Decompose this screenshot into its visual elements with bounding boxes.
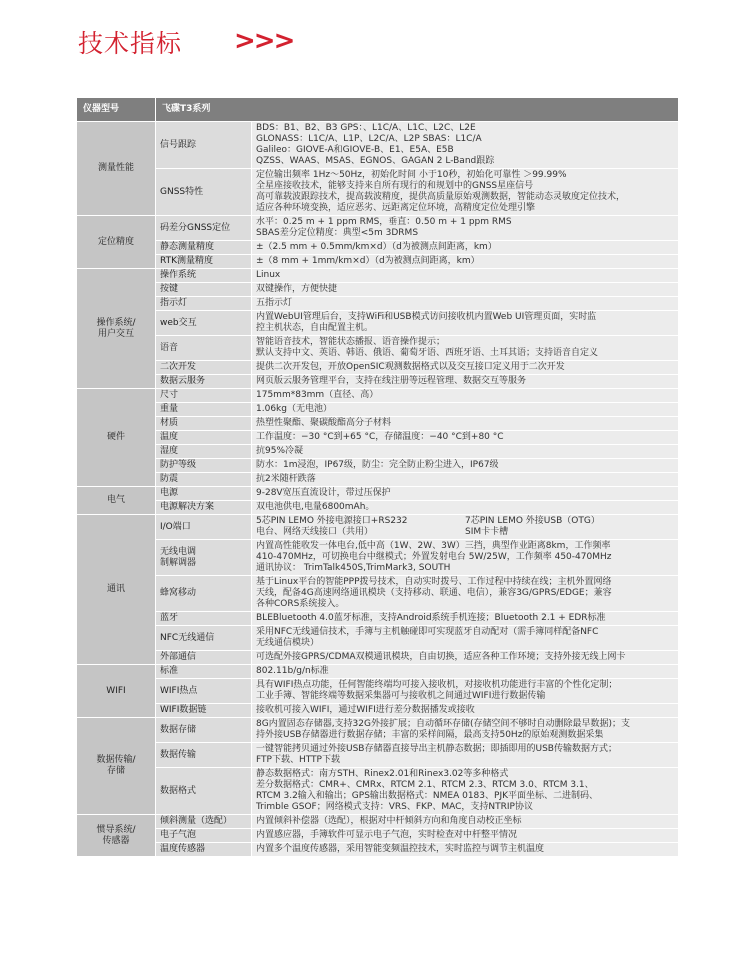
item-value-cell xyxy=(252,515,679,540)
value-line: 控主机状态，自由配置主机。 xyxy=(256,323,374,333)
table-row xyxy=(77,612,679,626)
table-row xyxy=(77,704,679,718)
table-row xyxy=(77,311,679,336)
value-line: 7芯PIN LEMO 外接USB（OTG） xyxy=(465,516,600,526)
table-row xyxy=(77,122,679,169)
item-name-cell: 信号跟踪 xyxy=(156,122,252,169)
item-value-cell xyxy=(252,283,679,297)
value-line: 802.11b/g/n标准 xyxy=(256,666,329,676)
item-name-cell: 防震 xyxy=(156,473,252,487)
item-value-cell xyxy=(252,241,679,255)
value-line: GLONASS：L1C/A、L1P、L2C/A、L2P SBAS：L1C/A xyxy=(256,134,482,144)
item-name-cell: WIFI热点 xyxy=(156,679,252,704)
value-line: 无线通信模块） xyxy=(256,638,320,648)
value-line: 内置感应器，手簿软件可显示电子气泡，实时检查对中杆整平情况 xyxy=(256,830,518,840)
item-value-cell xyxy=(252,843,679,857)
table-row xyxy=(77,473,679,487)
item-value-cell xyxy=(252,336,679,361)
chevron-right-icon: >>> xyxy=(234,26,294,56)
value-line: 基于Linux平台的智能PPP拨号技术，自动实时拨号、工作过程中持续在线；主机外置网络 xyxy=(256,577,612,587)
item-name-cell: 数据存储 xyxy=(156,718,252,743)
item-name-cell: 温度 xyxy=(156,431,252,445)
item-name-cell: WIFI数据链 xyxy=(156,704,252,718)
table-row xyxy=(77,459,679,473)
value-line: 水平：0.25 m + 1 ppm RMS，垂直：0.50 m + 1 ppm RMS xyxy=(256,217,512,227)
category-cell: 电气 xyxy=(77,487,156,515)
value-line: 通讯协议： TrimTalk450S,TrimMark3, SOUTH xyxy=(256,563,451,573)
item-value-cell xyxy=(252,169,679,216)
item-name-cell: 二次开发 xyxy=(156,361,252,375)
table-row xyxy=(77,216,679,241)
category-cell: 定位精度 xyxy=(77,216,156,269)
value-line: 热塑性聚酯、聚碳酸酯高分子材料 xyxy=(256,418,392,428)
table-row xyxy=(77,241,679,255)
category-cell: 操作系统/ 用户交互 xyxy=(77,269,156,389)
item-value-cell xyxy=(252,375,679,389)
value-line: 工作温度：−30 °C到+65 °C，存储温度：−40 °C到+80 °C xyxy=(256,432,504,442)
item-value-cell xyxy=(252,576,679,612)
item-value-cell xyxy=(252,122,679,169)
table-row xyxy=(77,768,679,815)
value-line: 一键智能拷贝通过外接USB存储器直接导出主机静态数据；即插即用的USB传输数据方式； xyxy=(256,744,617,754)
item-value-cell xyxy=(252,626,679,651)
item-value-cell xyxy=(252,612,679,626)
value-line: 各种CORS系统接入。 xyxy=(256,599,345,609)
table-row xyxy=(77,417,679,431)
item-value-cell xyxy=(252,829,679,843)
category-cell: 测量性能 xyxy=(77,122,156,216)
item-name-cell: 温度传感器 xyxy=(156,843,252,857)
item-value-cell xyxy=(252,718,679,743)
table-row xyxy=(77,445,679,459)
value-line: 抗2米随杆跌落 xyxy=(256,474,316,484)
item-value-cell xyxy=(252,651,679,665)
value-line: 410-470MHz，可切换电台中继模式；外置发射电台 5W/25W，工作频率 450-470MHz xyxy=(256,552,612,562)
item-name-cell: 尺寸 xyxy=(156,389,252,403)
table-row xyxy=(77,389,679,403)
value-line: SBAS差分定位精度：典型<5m 3DRMS xyxy=(256,228,419,238)
value-line: 具有WIFI热点功能，任何智能终端均可接入接收机，对接收机功能进行丰富的个性化定制； xyxy=(256,680,618,690)
table-row xyxy=(77,743,679,768)
item-name-cell: 数据格式 xyxy=(156,768,252,815)
item-value-cell xyxy=(252,311,679,336)
item-name-cell: 语音 xyxy=(156,336,252,361)
table-row xyxy=(77,843,679,857)
value-line: 抗95%冷凝 xyxy=(256,446,304,456)
header-model-value: 飞碟T3系列 xyxy=(156,98,679,122)
table-row xyxy=(77,626,679,651)
value-line: 默认支持中文、英语、韩语、俄语、葡萄牙语、西班牙语、土耳其语；支持语音自定义 xyxy=(256,348,599,358)
value-line: 双键操作，方便快捷 xyxy=(256,284,338,294)
item-name-cell: GNSS特性 xyxy=(156,169,252,216)
item-value-cell xyxy=(252,679,679,704)
value-line: 持外接USB存储器进行数据存储；丰富的采样间隔，最高支持50Hz的原始观测数据采集 xyxy=(256,730,604,740)
table-row xyxy=(77,576,679,612)
value-line: 高可靠载波跟踪技术，提高载波精度，提供高质量原始观测数据，智能动态灵敏度定位技术， xyxy=(256,192,626,202)
table-row xyxy=(77,487,679,501)
value-line: 工业手簿、智能终端等数据采集器可与接收机之间通过WIFI进行数据传输 xyxy=(256,691,546,701)
value-line: 定位输出频率 1Hz～50Hz，初始化时间 小于10秒，初始化可靠性 ＞99.99% xyxy=(256,170,567,180)
item-value-cell xyxy=(252,361,679,375)
value-line: 可选配外接GPRS/CDMA双模通讯模块，自由切换，适应各种工作环境；支持外接无线上网卡 xyxy=(256,652,626,662)
item-value-cell xyxy=(252,417,679,431)
item-name-cell: RTK测量精度 xyxy=(156,255,252,269)
item-value-cell xyxy=(252,665,679,679)
table-row xyxy=(77,269,679,283)
page-title: 技术指标 xyxy=(78,29,183,58)
value-line: 提供二次开发包，开放OpenSIC观测数据格式以及交互接口定义用于二次开发 xyxy=(256,362,565,372)
value-line: 适应各种环境变换，适应恶劣、远距离定位环境，高精度定位处理引擎 xyxy=(256,203,536,213)
value-line: RTCM 3.2输入和输出；GPS输出数据格式：NMEA 0183、PJK平面坐标、二进制码、 xyxy=(256,791,598,801)
category-cell: 数据传输/ 存储 xyxy=(77,718,156,815)
value-line: 8G内置固态存储器,支持32G外接扩展；自动循环存储(存储空间不够时自动删除最早数据)；支 xyxy=(256,719,631,729)
item-name-cell: 蓝牙 xyxy=(156,612,252,626)
item-value-cell xyxy=(252,445,679,459)
table-row xyxy=(77,501,679,515)
item-name-cell: 重量 xyxy=(156,403,252,417)
value-line: 天线，配备4G高速网络通讯模块（支持移动、联通、电信），兼容3G/GPRS/EDGE；兼容 xyxy=(256,588,612,598)
table-row xyxy=(77,431,679,445)
value-line: 网页版云服务管理平台，支持在线注册等远程管理、数据交互等服务 xyxy=(256,376,527,386)
value-line: Galileo：GIOVE-A和GIOVE-B、E1、E5A、E5B xyxy=(256,145,454,155)
value-line: ±（2.5 mm + 0.5mm/km×d）（d为被测点间距离，km） xyxy=(256,242,497,252)
item-name-cell: 电子气泡 xyxy=(156,829,252,843)
category-cell: 惯导系统/ 传感器 xyxy=(77,815,156,857)
table-row xyxy=(77,665,679,679)
table-row xyxy=(77,679,679,704)
table-row xyxy=(77,815,679,829)
item-value-cell xyxy=(252,459,679,473)
item-name-cell: 操作系统 xyxy=(156,269,252,283)
item-value-cell xyxy=(252,403,679,417)
category-cell: 硬件 xyxy=(77,389,156,487)
value-line: 内置倾斜补偿器（选配），根据对中杆倾斜方向和角度自动校正坐标 xyxy=(256,816,522,826)
item-value-cell xyxy=(252,216,679,241)
item-name-cell: 电源解决方案 xyxy=(156,501,252,515)
category-cell: 通讯 xyxy=(77,515,156,665)
table-row xyxy=(77,375,679,389)
table-row xyxy=(77,283,679,297)
item-value-cell xyxy=(252,540,679,576)
item-value-cell xyxy=(252,297,679,311)
table-row xyxy=(77,540,679,576)
value-line: 静态数据格式：南方STH、Rinex2.01和Rinex3.02等多种格式 xyxy=(256,769,509,779)
item-value-cell xyxy=(252,255,679,269)
value-line: 内置高性能收发一体电台,低中高（1W、2W、3W）三挡，典型作业距离8km，工作频率 xyxy=(256,541,611,551)
item-name-cell: I/O端口 xyxy=(156,515,252,540)
table-row xyxy=(77,403,679,417)
item-name-cell: 电源 xyxy=(156,487,252,501)
item-name-cell: 数据传输 xyxy=(156,743,252,768)
item-name-cell: 材质 xyxy=(156,417,252,431)
item-name-cell: 码差分GNSS定位 xyxy=(156,216,252,241)
value-line: 175mm*83mm（直径、高） xyxy=(256,390,379,400)
table-row xyxy=(77,361,679,375)
table-header-row xyxy=(77,98,679,122)
value-line: 内置多个温度传感器，采用智能变频温控技术，实时监控与调节主机温度 xyxy=(256,844,545,854)
item-value-cell xyxy=(252,743,679,768)
table-row xyxy=(77,829,679,843)
item-value-cell xyxy=(252,768,679,815)
category-cell: WIFI xyxy=(77,665,156,718)
value-line: 接收机可接入WIFI，通过WIFI进行差分数据播发或接收 xyxy=(256,705,475,715)
value-line: 电台、网络天线接口（共用） xyxy=(256,527,374,537)
value-line: 全星座接收技术，能够支持来自所有现行的和规划中的GNSS星座信号 xyxy=(256,181,534,191)
value-line: 差分数据格式：CMR+、CMRx、RTCM 2.1、RTCM 2.3、RTCM 3.0、RTCM 3.1、 xyxy=(256,780,594,790)
value-line: 1.06kg（无电池） xyxy=(256,404,332,414)
item-name-cell: 指示灯 xyxy=(156,297,252,311)
value-line: SIM卡卡槽 xyxy=(465,527,509,537)
item-value-cell xyxy=(252,815,679,829)
value-line: ±（8 mm + 1mm/km×d）（d为被测点间距离，km） xyxy=(256,256,480,266)
value-line: 9-28V宽压直流设计，带过压保护 xyxy=(256,488,391,498)
value-line: 采用NFC无线通信技术，手簿与主机触碰即可实现蓝牙自动配对（需手簿同样配备NFC xyxy=(256,627,599,637)
item-name-cell: web交互 xyxy=(156,311,252,336)
table-row xyxy=(77,169,679,216)
item-name-cell: 蜂窝移动 xyxy=(156,576,252,612)
item-value-cell xyxy=(252,473,679,487)
item-value-cell xyxy=(252,487,679,501)
item-name-cell: 按键 xyxy=(156,283,252,297)
item-value-cell xyxy=(252,389,679,403)
value-line: 防水：1m浸泡，IP67级，防尘：完全防止粉尘进入，IP67级 xyxy=(256,460,499,470)
item-name-cell: 数据云服务 xyxy=(156,375,252,389)
value-line: FTP下载、HTTP下载 xyxy=(256,755,340,765)
item-name-cell: 无线电调 制解调器 xyxy=(156,540,252,576)
table-row xyxy=(77,718,679,743)
item-name-cell: 防护等级 xyxy=(156,459,252,473)
spec-table xyxy=(76,97,679,857)
value-line: BLEBluetooth 4.0蓝牙标准，支持Android系统手机连接；Bluetooth 2.1 + EDR标准 xyxy=(256,613,606,623)
value-line: 智能语音技术，智能状态播报、语音操作提示； xyxy=(256,337,446,347)
item-name-cell: 静态测量精度 xyxy=(156,241,252,255)
item-value-cell xyxy=(252,501,679,515)
table-row xyxy=(77,255,679,269)
item-name-cell: 湿度 xyxy=(156,445,252,459)
value-line: 五指示灯 xyxy=(256,298,293,308)
table-row xyxy=(77,515,679,540)
value-line: Linux xyxy=(256,270,281,280)
value-line: QZSS、WAAS、MSAS、EGNOS、GAGAN 2 L-Band跟踪 xyxy=(256,156,495,166)
value-line: 5芯PIN LEMO 外接电源接口+RS232 xyxy=(256,516,408,526)
item-name-cell: 倾斜测量（选配） xyxy=(156,815,252,829)
value-line: BDS：B1、B2、B3 GPS：、L1C/A、L1C、L2C、L2E xyxy=(256,123,476,133)
value-line: 内置WebUI管理后台，支持WiFi和USB模式访问接收机内置Web UI管理页面，实时监 xyxy=(256,312,597,322)
item-name-cell: 外部通信 xyxy=(156,651,252,665)
table-row xyxy=(77,297,679,311)
table-row xyxy=(77,651,679,665)
item-value-cell xyxy=(252,431,679,445)
table-row xyxy=(77,336,679,361)
value-line: Trimble GSOF；网络模式支持：VRS、FKP、MAC，支持NTRIP协议 xyxy=(256,802,533,812)
item-name-cell: 标准 xyxy=(156,665,252,679)
item-name-cell: NFC无线通信 xyxy=(156,626,252,651)
header-model-label: 仪器型号 xyxy=(77,98,156,122)
item-value-cell xyxy=(252,269,679,283)
value-line: 双电池供电,电量6800mAh。 xyxy=(256,502,375,512)
item-value-cell xyxy=(252,704,679,718)
